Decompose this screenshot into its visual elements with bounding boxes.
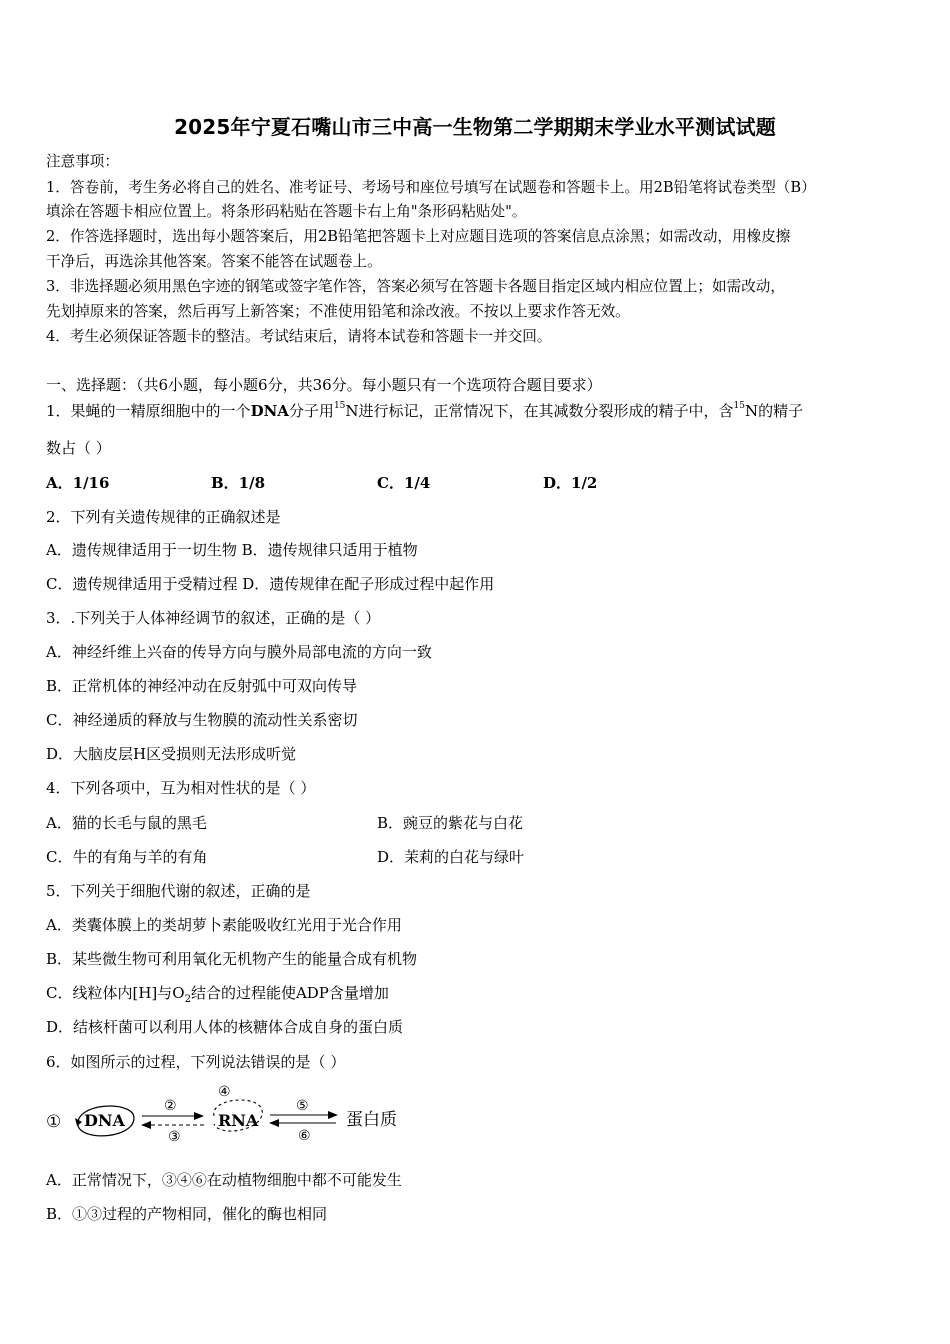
question-1-option-c: C．1/4 (377, 474, 431, 492)
question-1-stem-cont: 数占（ ） (46, 439, 111, 457)
question-3-option-c: C．神经递质的释放与生物膜的流动性关系密切 (46, 711, 358, 729)
notice-line: 3．非选择题必须用黑色字迹的钢笔或签字笔作答，答案必须写在答题卡各题目指定区域内相应位置上；如需改动， (46, 278, 785, 295)
section-heading: 一、选择题：（共6小题，每小题6分，共36分。每小题只有一个选项符合题目要求） (46, 376, 602, 394)
question-2-stem: 2．下列有关遗传规律的正确叙述是 (46, 508, 281, 526)
question-4-option-b: B．豌豆的紫花与白花 (377, 814, 524, 832)
question-number: 1． (46, 402, 71, 420)
rna-node: RNA (218, 1111, 259, 1130)
notice-line: 1．答卷前，考生务必将自己的姓名、准考证号、考场号和座位号填写在试题卷和答题卡上。用2B铅笔将试卷类型（B） (46, 179, 816, 196)
question-5-option-a: A．类囊体膜上的类胡萝卜素能吸收红光用于光合作用 (46, 916, 402, 934)
label-3: ③ (168, 1129, 181, 1145)
label-5: ⑤ (296, 1098, 309, 1114)
arrowhead-icon (194, 1112, 204, 1120)
question-1-option-b: B．1/8 (211, 474, 266, 492)
arrowhead-icon (141, 1121, 151, 1129)
notice-line: 干净后，再选涂其他答案。答案不能答在试题卷上。 (46, 253, 382, 270)
question-3-option-b: B．正常机体的神经冲动在反射弧中可双向传导 (46, 677, 358, 695)
notice-line: 先划掉原来的答案，然后再写上新答案；不准使用铅笔和涂改液。不按以上要求作答无效。 (46, 303, 630, 320)
question-3-stem: 3．.下列关于人体神经调节的叙述，正确的是（ ） (46, 609, 381, 627)
question-1-option-a: A．1/16 (46, 474, 110, 492)
question-5-option-b: B．某些微生物可利用氧化无机物产生的能量合成有机物 (46, 950, 418, 968)
question-3-option-a: A．神经纤维上兴奋的传导方向与膜外局部电流的方向一致 (46, 643, 432, 661)
notice-line: 4．考生必须保证答题卡的整洁。考试结束后，请将本试卷和答题卡一并交回。 (46, 328, 552, 345)
question-3-option-d: D．大脑皮层H区受损则无法形成听觉 (46, 745, 297, 763)
question-1-stem: 1．果蝇的一精原细胞中的一个DNA分子用$^{15}$N进行标记，正常情况下，在其减数分裂形成的精子中，含$^{15}$N的精子 (46, 401, 804, 420)
question-1-option-d: D．1/2 (543, 474, 598, 492)
arrowhead-icon (269, 1119, 279, 1127)
label-2: ② (164, 1098, 177, 1114)
protein-node: 蛋白质 (346, 1110, 397, 1130)
label-6: ⑥ (298, 1128, 311, 1144)
question-4-stem: 4．下列各项中，互为相对性状的是（ ） (46, 779, 316, 797)
question-2-options-row-1: A．遗传规律适用于一切生物 B．遗传规律只适用于植物 (46, 541, 418, 559)
notice-heading: 注意事项： (46, 153, 119, 170)
dna-node: DNA (84, 1111, 125, 1130)
page-title: 2025年宁夏石嘴山市三中高一生物第二学期期末学业水平测试试题 (174, 115, 776, 139)
question-4-option-a: A．猫的长毛与鼠的黑毛 (46, 814, 207, 832)
question-6-option-b: B．①③过程的产物相同，催化的酶也相同 (46, 1205, 328, 1223)
label-4: ④ (218, 1084, 231, 1100)
question-5-option-c: C．线粒体内[H]与$O_2$结合的过程能使ADP含量增加 (46, 984, 389, 1005)
question-5-option-d: D．结核杆菌可以利用人体的核糖体合成自身的蛋白质 (46, 1018, 404, 1036)
question-2-options-row-2: C．遗传规律适用于受精过程 D．遗传规律在配子形成过程中起作用 (46, 575, 495, 593)
question-4-option-c: C．牛的有角与羊的有角 (46, 848, 208, 866)
question-4-option-d: D．茉莉的白花与绿叶 (377, 848, 525, 866)
notice-line: 2．作答选择题时，选出每小题答案后，用2B铅笔把答题卡上对应题目选项的答案信息点涂黑；如需改动，用橡皮擦 (46, 228, 791, 245)
notice-line: 填涂在答题卡相应位置上。将条形码粘贴在答题卡右上角"条形码粘贴处"。 (46, 203, 527, 220)
central-dogma-diagram (44, 1080, 444, 1150)
question-5-stem: 5．下列关于细胞代谢的叙述，正确的是 (46, 882, 311, 900)
question-6-stem: 6．如图所示的过程，下列说法错误的是（ ） (46, 1053, 346, 1071)
question-6-option-a: A．正常情况下，③④⑥在动植物细胞中都不可能发生 (46, 1171, 402, 1189)
arrowhead-icon (328, 1111, 338, 1119)
label-1: ① (46, 1112, 62, 1132)
